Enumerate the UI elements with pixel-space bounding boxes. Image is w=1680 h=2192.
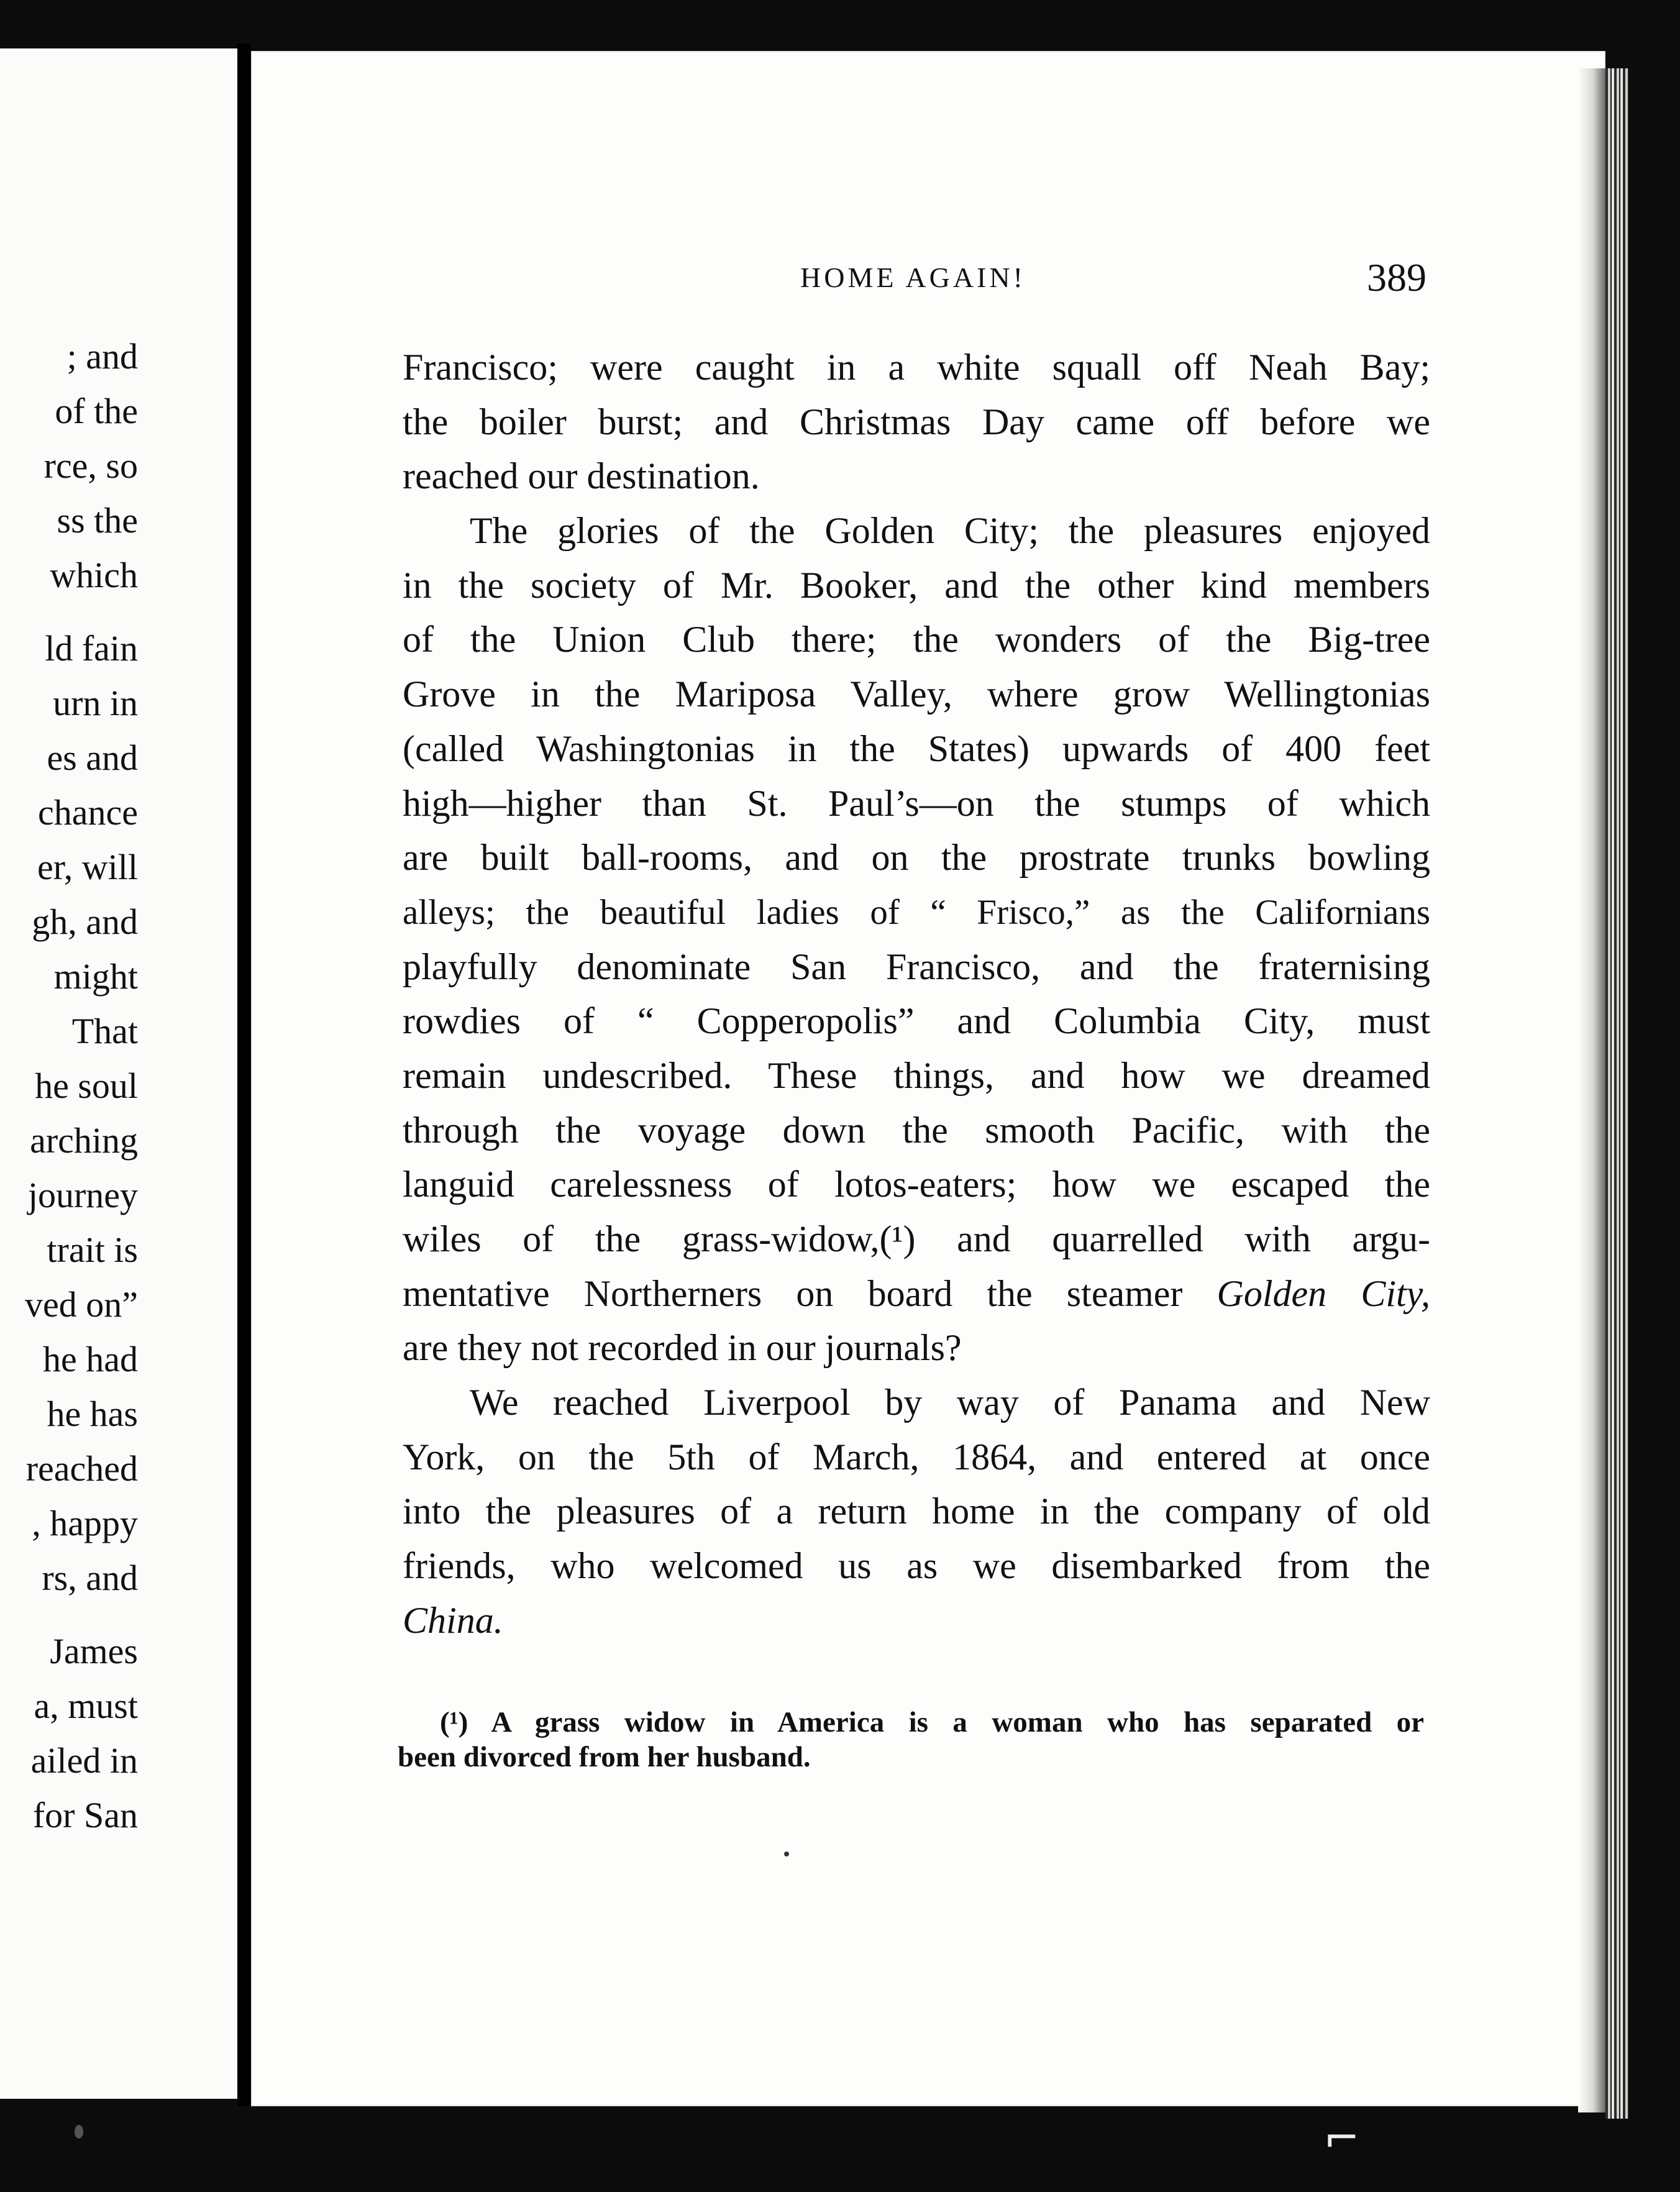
text-line: friends, who welcomed us as we disembarked from the: [403, 1545, 1430, 1587]
previous-page-line: ailed in: [30, 1740, 138, 1781]
text-line: Grove in the Mariposa Valley, where grow Wellingtonias: [403, 674, 1430, 715]
text-line: are they not recorded in our journals?: [403, 1327, 962, 1369]
footnote: [398, 1705, 1424, 1774]
previous-page-line: journey: [27, 1175, 138, 1215]
text-line: through the voyage down the smooth Pacific, with the: [403, 1109, 1430, 1151]
running-head: HOME AGAIN!: [800, 262, 1026, 293]
text-line: (called Washingtonias in the States) upwards of 400 feet: [403, 728, 1430, 769]
footnote-line: been divorced from her husband.: [398, 1741, 811, 1773]
text-line: the boiler burst; and Christmas Day came off before we: [403, 401, 1430, 442]
book-gutter: [237, 43, 251, 2106]
previous-page-line: gh, and: [32, 902, 138, 942]
text-line: China.: [403, 1599, 503, 1641]
previous-page-fragment: [0, 48, 237, 2099]
previous-page-line: rs, and: [42, 1558, 138, 1598]
text-line: languid carelessness of lotos-eaters; how we escaped the: [403, 1164, 1430, 1205]
text-line: of the Union Club there; the wonders of the Big-tree: [403, 619, 1430, 660]
previous-page-line: urn in: [53, 683, 138, 723]
previous-page-line: That: [71, 1011, 138, 1051]
text-line: Francisco; were caught in a white squall off Neah Bay;: [403, 347, 1430, 388]
text-line: reached our destination.: [403, 455, 760, 497]
text-line: high—higher than St. Paul’s—on the stumps of which: [403, 782, 1430, 824]
previous-page-line: which: [50, 555, 138, 595]
previous-page-line: a, must: [34, 1686, 138, 1726]
previous-page-line: ; and: [66, 336, 138, 377]
paragraph-2: [403, 504, 1430, 1376]
text-line: We reached Liverpool by way of Panama and New: [470, 1382, 1430, 1423]
text-line: in the society of Mr. Booker, and the other kind members: [403, 564, 1430, 606]
previous-page-line: of the: [55, 391, 138, 431]
previous-page-line: James: [50, 1631, 138, 1671]
previous-page-line: might: [53, 956, 138, 997]
previous-page-line: , happy: [32, 1503, 138, 1543]
footnote-line: (¹) A grass widow in America is a woman who has separated or: [440, 1706, 1424, 1738]
previous-page-line: he has: [47, 1394, 138, 1434]
text-line: The glories of the Golden City; the pleasures enjoyed: [470, 510, 1430, 552]
text-line: mentative Northerners on board the steamer Golden City,: [403, 1272, 1430, 1314]
previous-page-line: reached: [25, 1448, 138, 1489]
page-edge-shadow: [1578, 68, 1605, 2112]
previous-page-line: trait is: [47, 1230, 138, 1270]
paragraph-1: [403, 340, 1430, 504]
previous-page-line: ss the: [57, 500, 138, 541]
text-line: playfully denominate San Francisco, and the fraternising: [403, 946, 1430, 987]
scan-mark: ⌐: [1323, 2112, 1360, 2163]
text-line: wiles of the grass-widow,(¹) and quarrelled with argu-: [403, 1218, 1430, 1259]
previous-page-line: rce, so: [43, 445, 138, 486]
body-text: [403, 340, 1430, 1648]
previous-page-line: he soul: [35, 1066, 138, 1106]
previous-page-line: chance: [38, 792, 138, 833]
page-stack-edge: [1605, 68, 1629, 2119]
previous-page-line: he had: [43, 1339, 138, 1379]
previous-page-line: arching: [30, 1120, 138, 1161]
text-line: remain undescribed. These things, and how we dreamed: [403, 1054, 1430, 1096]
text-line: are built ball-rooms, and on the prostrate trunks bowling: [403, 837, 1430, 879]
page-number: 389: [1367, 255, 1427, 299]
previous-page-line: ved on”: [25, 1284, 138, 1325]
previous-page-line: ld fain: [45, 628, 138, 669]
text-line: into the pleasures of a return home in the company of old: [403, 1491, 1430, 1532]
text-line: rowdies of “ Copperopolis” and Columbia City, must: [403, 1000, 1430, 1042]
scan-speck: [75, 2125, 83, 2139]
scan-speck: [784, 1852, 789, 1856]
previous-page-line: es and: [47, 738, 138, 778]
text-line: York, on the 5th of March, 1864, and entered at once: [403, 1436, 1430, 1477]
paragraph-3: [403, 1376, 1430, 1648]
text-line: alleys; the beautiful ladies of “ Frisco,” as the Californians: [403, 892, 1430, 932]
previous-page-line: er, will: [37, 847, 138, 887]
previous-page-line: for San: [32, 1795, 138, 1835]
